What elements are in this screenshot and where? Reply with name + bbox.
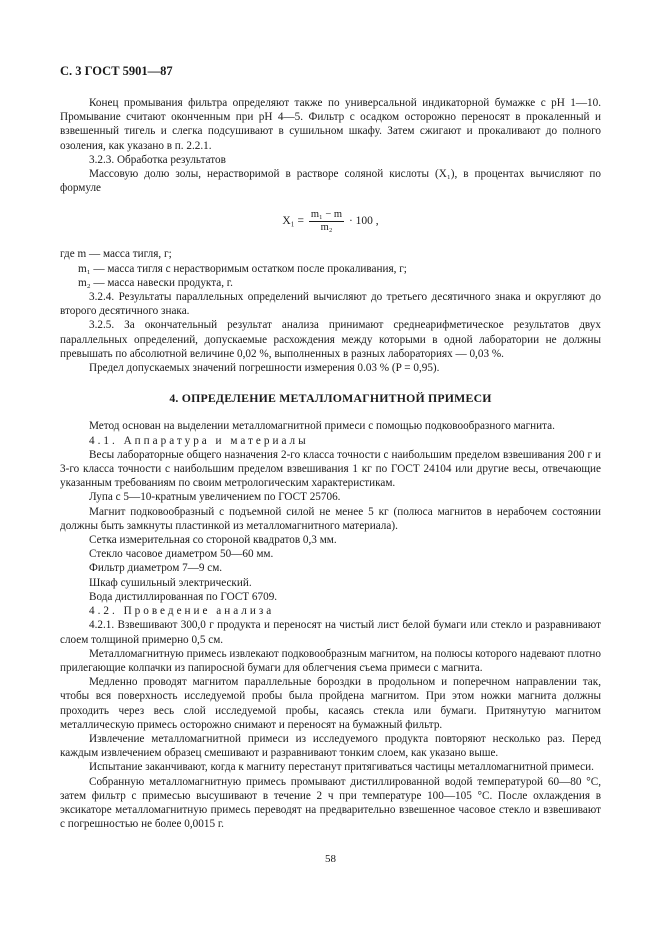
formula	[60, 209, 601, 234]
formula-lhs: X₁ =	[282, 215, 305, 228]
paragraph: Магнит подковообразный с подъемной силой не менее 5 кг (полюса магнитов в нерабочем состоянии должны быть замкнуты пластинкой из металломагнитного материала).	[60, 505, 601, 532]
paragraph: Весы лабораторные общего назначения 2-го класса точности с наибольшим пределом взвешивания 200 г и 3-го класса точности с наибольшим пределом взвешивания 1 кг по ГОСТ 24104 или другие весы, отвечающие указанным требованиям по своим метрологическим характеристикам.	[60, 448, 601, 490]
legend-line: m₂ — масса навески продукта, г.	[78, 276, 233, 289]
page-number: 58	[325, 853, 336, 865]
paragraph: 3.2.4. Результаты параллельных определений вычисляют до третьего десятичного знака и округляют до второго десятичного знака.	[60, 291, 601, 318]
subsection-heading: 4.2. Проведение анализа	[89, 605, 275, 618]
page-header: С. 3 ГОСТ 5901—87	[60, 64, 173, 78]
paragraph: Шкаф сушильный электрический.	[89, 576, 252, 589]
paragraph: Вода дистиллированная по ГОСТ 6709.	[89, 590, 278, 603]
document-body	[60, 96, 601, 831]
paragraph: Испытание заканчивают, когда к магниту перестанут притягиваться частицы металломагнитной примеси.	[89, 761, 594, 774]
formula-numerator: m₁ − m	[310, 209, 343, 221]
paragraph: Металломагнитную примесь извлекают подковообразным магнитом, на полюсы которого надевают плотно прилегающие колпачки из папиросной бумаги для облегчения съема примеси с магнита.	[60, 647, 601, 674]
paragraph: Лупа с 5—10-кратным увеличением по ГОСТ 25706.	[89, 491, 341, 504]
paragraph: 4.2.1. Взвешивают 300,0 г продукта и переносят на чистый лист белой бумаги или стекло и разравнивают слоем толщиной примерно 0,5 см.	[60, 619, 601, 646]
formula-fraction	[309, 209, 344, 234]
formula-rhs: · 100 ,	[348, 215, 379, 228]
paragraph: Извлечение металломагнитной примеси из исследуемого продукта повторяют несколько раз. Перед каждым извлечением образец смешивают и разравнивают тонким слоем, как указано выше.	[60, 732, 601, 760]
paragraph: Предел допускаемых значений погрешности измерения 0.03 % (P = 0,95).	[89, 362, 440, 375]
paragraph: Конец промывания фильтра определяют также по универсальной индикаторной бумажке с pH 1—10. Промывание считают оконченным при pH 4—5. Фильтр с осадком осторожно переносят в прокаленный и взвешенный тигель и слегка подсушивают в сушильном шкафу. Затем сжигают и прокаливают до полного озоления, как указано в п. 2.2.1.	[60, 97, 601, 152]
paragraph: Стекло часовое диаметром 50—60 мм.	[89, 548, 274, 561]
paragraph: 3.2.5. За окончательный результат анализа принимают среднеарифметическое результатов двух параллельных определений, допускаемые расхождения между которыми в одной лаборатории не должны превышать по абсолютной величине 0,02 %, выполненных в разных лабораториях — 0,03 %.	[60, 319, 601, 360]
formula-denominator: m₂	[320, 222, 333, 234]
paragraph: Сетка измерительная со стороной квадратов 0,3 мм.	[89, 534, 337, 547]
paragraph: Метод основан на выделении металломагнитной примеси с помощью подковообразного магнита.	[89, 420, 555, 433]
legend-line: где m — масса тигля, г;	[60, 248, 172, 261]
legend-line: m₁ — масса тигля с нерастворимым остатком после прокаливания, г;	[78, 262, 407, 275]
subsection-heading: 4.1. Аппаратура и материалы	[89, 434, 309, 447]
subsection-heading: 3.2.3. Обработка результатов	[89, 153, 226, 166]
paragraph: Фильтр диаметром 7—9 см.	[89, 562, 223, 575]
paragraph: Массовую долю золы, нерастворимой в растворе соляной кислоты (X₁), в процентах вычисляют по формуле	[60, 168, 601, 195]
section-title: 4. ОПРЕДЕЛЕНИЕ МЕТАЛЛОМАГНИТНОЙ ПРИМЕСИ	[169, 391, 492, 406]
paragraph: Собранную металломагнитную примесь промывают дистиллированной водой температурой 60—80 °C, затем фильтр с примесью высушивают в течение 2 ч при температуре 100—105 °C. После охлаждения в эксикаторе металломагнитную примесь переводят на предварительно взвешенное часовое стекло и взвешивают с погрешностью не более 0,0015 г.	[60, 775, 601, 831]
paragraph: Медленно проводят магнитом параллельные бороздки в продольном и поперечном направлении так, чтобы вся поверхность исследуемой пробы была пройдена магнитом. При этом ножки магнита должны проходить через весь слой исследуемой пробы, касаясь стекла или бумаги. Притянутую магнитом металлическую примесь осторожно снимают и переносят на бумажный фильтр.	[60, 676, 601, 731]
